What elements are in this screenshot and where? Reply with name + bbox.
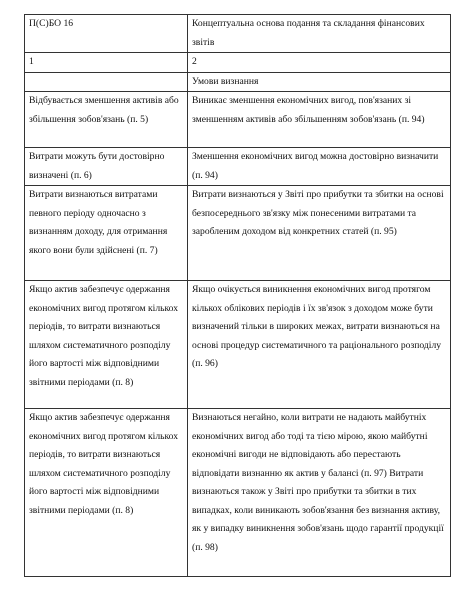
header-left-cell: П(С)БО 16 — [25, 15, 188, 53]
column-number-right: 2 — [188, 53, 451, 73]
row-1-left-cell: Відбувається зменшення активів або збільшення зобов'язань (п. 5) — [25, 92, 188, 148]
section-title-empty-cell — [25, 72, 188, 92]
row-5-left-cell: Якщо актив забезпечує одержання економічних вигод протягом кількох періодів, то витрати визнаються шляхом систематичного розподілу його вартості між відповідними звітними періодами (п. 8) — [25, 409, 188, 577]
section-title-row — [25, 72, 451, 92]
row-3-left-cell: Витрати визнаються витратами певного періоду одночасно з визнанням доходу, для отримання якого вони були здійснені (п. 7) — [25, 186, 188, 281]
header-right-cell: Концептуальна основа подання та складання фінансових звітів — [188, 15, 451, 53]
column-number-left: 1 — [25, 53, 188, 73]
column-number-row — [25, 53, 451, 73]
section-title-cell: Умови визнання — [188, 72, 451, 92]
table-row — [25, 186, 451, 281]
row-1-right-cell: Виникає зменшення економічних вигод, пов'язаних зі зменшенням активів або збільшенням зобов'язань (п. 94) — [188, 92, 451, 148]
row-5-right-cell: Визнаються негайно, коли витрати не надають майбутніх економічних вигод або тоді та тією мірою, якою майбутні економічні вигоди не відповідають або перестають відповідати визнанню як актив у балансі (п. 97) Витрати визнаються також у Звіті про прибутки та збитки в тих випадках, коли виникають зобов'язання без визнання активу, як у випадку виникнення зобов'язань щодо гарантії продукції (п. 98) — [188, 409, 451, 577]
table-row — [25, 281, 451, 409]
table-row — [25, 92, 451, 148]
row-4-right-cell: Якщо очікується виникнення економічних вигод протягом кількох облікових періодів і їх зв'язок з доходом може бути визначений тільки в широких межах, витрати визнаються на основі процедур систематичного та раціонального розподілу (п. 96) — [188, 281, 451, 409]
row-3-right-cell: Витрати визнаються у Звіті про прибутки та збитки на основі безпосереднього зв'язку між понесеними витратами та заробленим доходом від конкретних статей (п. 95) — [188, 186, 451, 281]
table-row — [25, 409, 451, 577]
comparison-table — [24, 14, 451, 577]
row-2-right-cell: Зменшення економічних вигод можна достовірно визначити (п. 94) — [188, 148, 451, 186]
row-4-left-cell: Якщо актив забезпечує одержання економічних вигод протягом кількох періодів, то витрати визнаються шляхом систематичного розподілу його вартості між відповідними звітними періодами (п. 8) — [25, 281, 188, 409]
table-header-row — [25, 15, 451, 53]
row-2-left-cell: Витрати можуть бути достовірно визначені (п. 6) — [25, 148, 188, 186]
table-row — [25, 148, 451, 186]
